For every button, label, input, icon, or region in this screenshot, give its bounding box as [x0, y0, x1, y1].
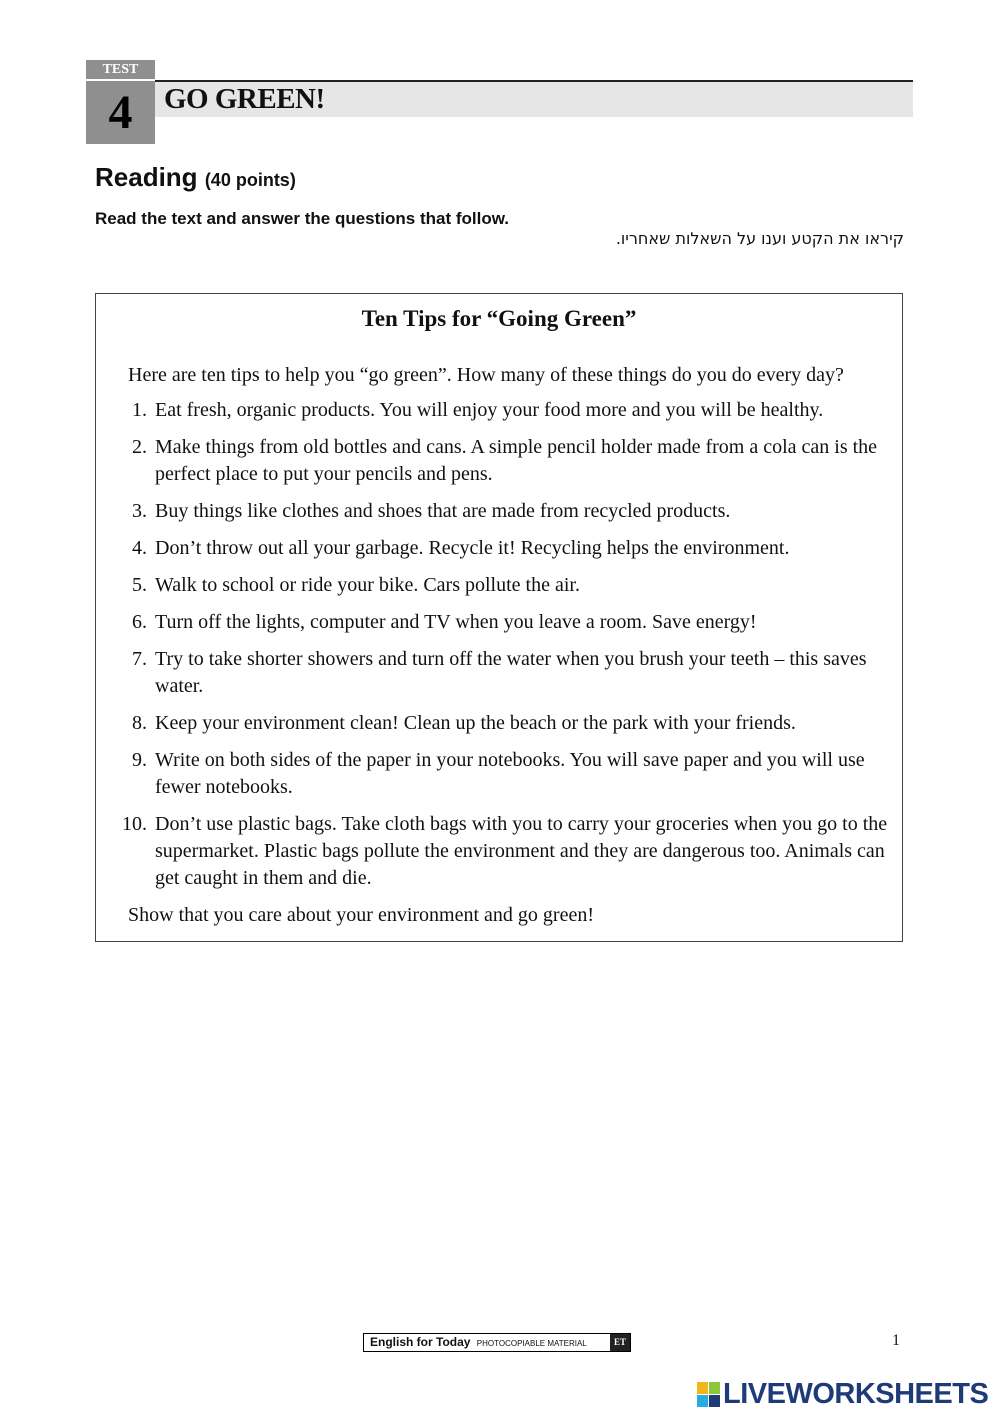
tip-number: 6. — [132, 611, 147, 633]
list-item — [96, 498, 902, 525]
text-intro: Here are ten tips to help you “go green”. How many of these things do you do every day? — [128, 364, 844, 386]
tip-text: Walk to school or ride your bike. Cars pollute the air. — [155, 574, 580, 596]
tip-text: Try to take shorter showers and turn off the water when you brush your teeth – this saves water. — [155, 648, 867, 697]
list-item — [96, 535, 902, 562]
text-title: Ten Tips for “Going Green” — [361, 306, 637, 331]
text-closing: Show that you care about your environment and go green! — [128, 904, 594, 926]
publisher-logo: ET — [610, 1334, 630, 1351]
liveworksheets-icon — [697, 1382, 721, 1408]
section-points: (40 points) — [204, 170, 296, 190]
list-item — [96, 646, 902, 700]
test-number: 4 — [108, 86, 133, 139]
tip-text: Make things from old bottles and cans. A simple pencil holder made from a cola can is the perfect place to put your pencils and pens. — [155, 436, 878, 485]
list-item — [96, 609, 902, 636]
section-title — [95, 162, 296, 193]
tip-text: Eat fresh, organic products. You will enjoy your food more and you will be healthy. — [155, 399, 824, 421]
tip-number: 2. — [132, 436, 147, 458]
list-item — [96, 397, 902, 424]
tip-number: 9. — [132, 749, 147, 771]
reading-text-box — [95, 293, 903, 942]
tip-number: 10. — [122, 813, 147, 835]
tip-number: 4. — [132, 537, 147, 559]
tip-text: Write on both sides of the paper in your notebooks. You will save paper and you will use fewer notebooks. — [155, 749, 865, 798]
page-number: 1 — [892, 1332, 900, 1349]
tip-number: 8. — [132, 712, 147, 734]
list-item — [96, 434, 902, 488]
tip-number: 7. — [132, 648, 147, 670]
tips-list — [96, 397, 902, 902]
tip-text: Don’t use plastic bags. Take cloth bags with you to carry your groceries when you go to the supermarket. Plastic bags pollute the environment and they are dangerous too. Animals can get caught in them and die. — [155, 813, 888, 889]
tip-number: 5. — [132, 574, 147, 596]
page-title: GO GREEN! — [164, 83, 325, 115]
test-label: TEST — [102, 62, 139, 77]
instruction-hebrew: קיראו את הקטע וענו על השאלות שאחריו. — [615, 229, 904, 248]
tip-text: Buy things like clothes and shoes that are made from recycled products. — [155, 500, 731, 522]
publisher-badge — [363, 1333, 631, 1352]
tip-text: Keep your environment clean! Clean up the beach or the park with your friends. — [155, 712, 796, 734]
instruction: Read the text and answer the questions that follow. — [95, 209, 510, 228]
list-item — [96, 572, 902, 599]
liveworksheets-watermark[interactable] — [697, 1377, 988, 1411]
test-badge — [86, 60, 155, 144]
list-item — [96, 747, 902, 801]
tip-text: Turn off the lights, computer and TV when you leave a room. Save energy! — [155, 611, 757, 633]
list-item — [96, 710, 902, 737]
section-title-text: Reading — [95, 162, 198, 192]
publisher-subtitle: PHOTOCOPIABLE MATERIAL — [476, 1339, 587, 1348]
publisher-name: English for Today — [370, 1335, 471, 1349]
tip-text: Don’t throw out all your garbage. Recycle it! Recycling helps the environment. — [155, 537, 790, 559]
tip-number: 1. — [132, 399, 147, 421]
list-item — [96, 811, 902, 892]
watermark-text: LIVEWORKSHEETS — [723, 1378, 989, 1410]
test-divider — [86, 79, 155, 81]
tip-number: 3. — [132, 500, 147, 522]
title-bar — [155, 82, 913, 117]
